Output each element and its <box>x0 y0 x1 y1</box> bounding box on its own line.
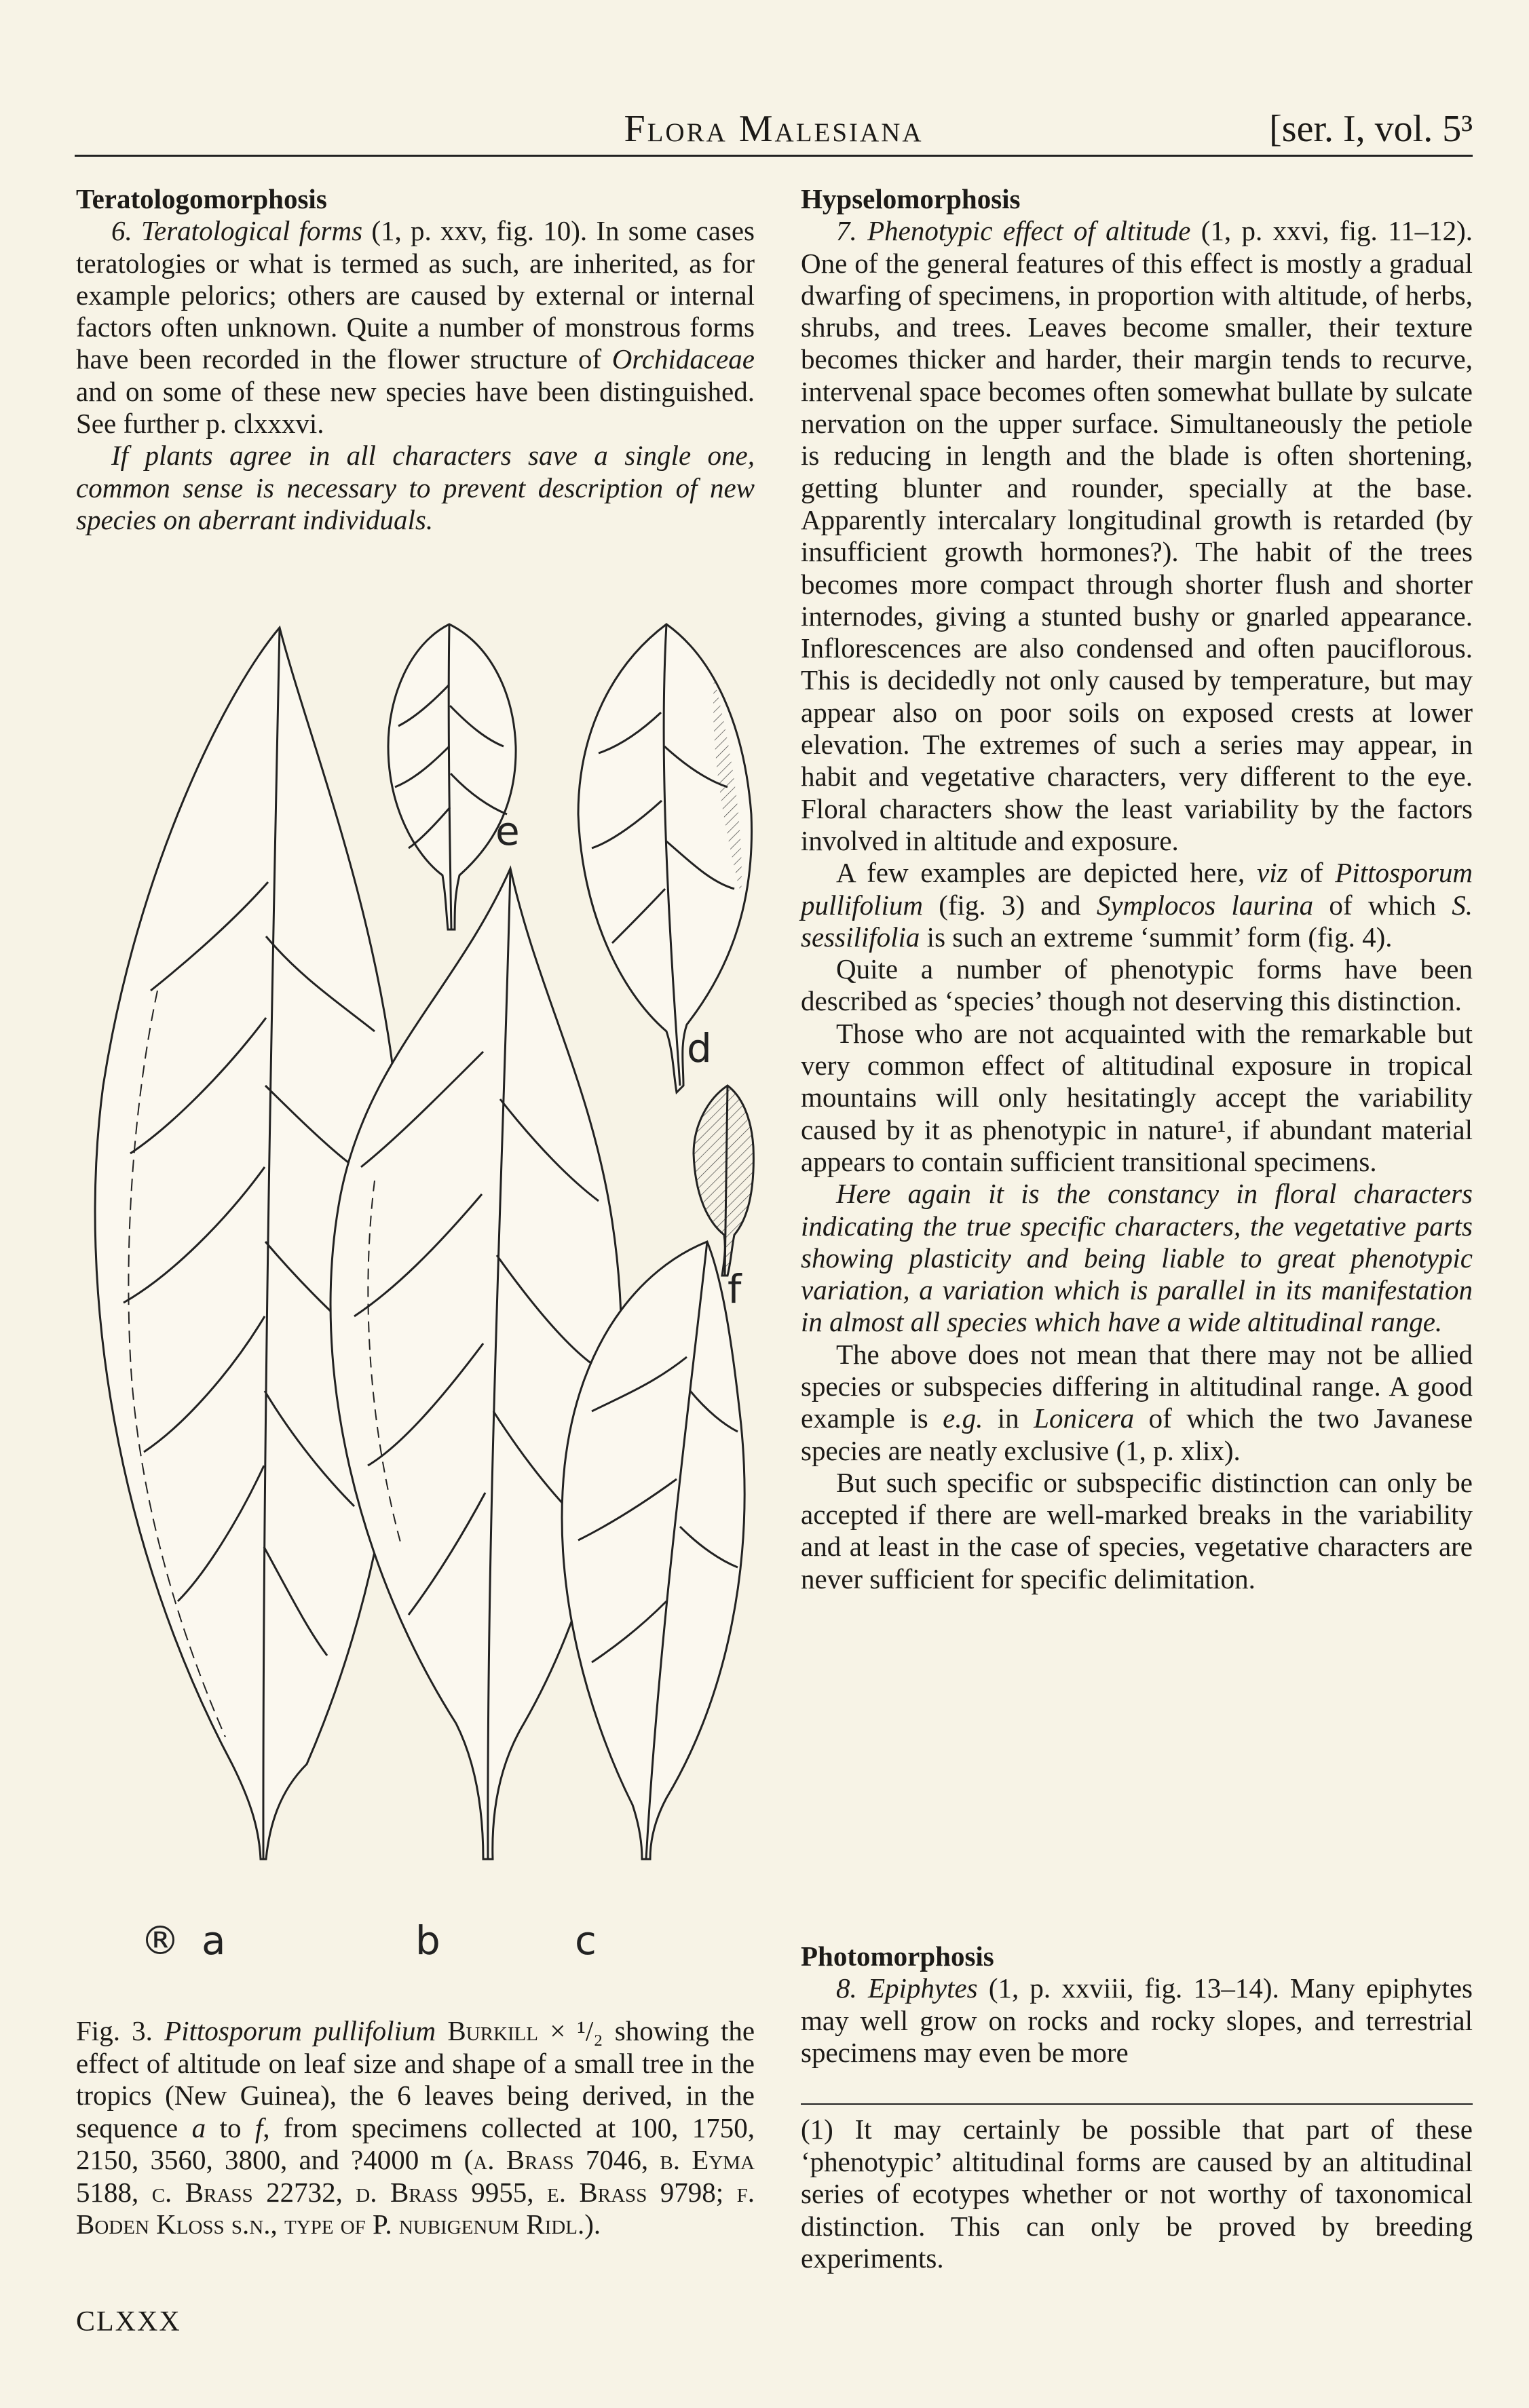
copyright-mark: ® <box>140 1917 180 1964</box>
paragraph-rule-italic: If plants agree in all characters save a single one, common sense is necessary to prevent description of new species on aberrant individuals. <box>76 440 755 535</box>
footnote: (1) It may certainly be possible that part of these ‘phenotypic’ altitudinal forms are caused by an altitudinal series of ecotypes whether or not worthy of taxonomical distinction. This can only be proved by breeding experiments. <box>801 2114 1473 2274</box>
paragraph-delimitation: But such specific or subspecific distinction can only be accepted if there are well-marked breaks in the variability and at least in the case of species, vegetative characters are never sufficient for specific delimitation. <box>801 1466 1473 1594</box>
label-d: d <box>687 1025 712 1071</box>
paragraph-altitudinal-exposure: Those who are not acquainted with the remarkable but very common effect of altitudinal exposure in tropical mountains will only hesitatingly accept the variability caused by it as phenotypic in nature¹, if abundant material appears to contain sufficient transitional specimens. <box>801 1017 1473 1177</box>
leaf-e <box>388 624 516 930</box>
photomorphosis-section <box>801 1941 1473 2069</box>
term-teratological-forms: Teratological forms <box>140 215 363 247</box>
left-column <box>76 183 755 536</box>
page-number: CLXXX <box>76 2306 181 2337</box>
label-e: e <box>495 808 520 854</box>
running-header <box>75 102 1473 156</box>
label-c: c <box>575 1917 597 1964</box>
right-column <box>801 183 1473 1595</box>
leaf-d <box>578 624 752 1092</box>
section-heading-hypselomorphosis: Hypselomorphosis <box>801 183 1021 214</box>
leaf-figure <box>76 611 755 1995</box>
paragraph-teratological-forms: 6. Teratological forms (1, p. xxv, fig. 10). In some cases teratologies or what is termed as such, are inherited, as for example pelorics; others are caused by external or internal factors often unknown. Quite a number of monstrous forms have been recorded in the flower structure of Orchidaceae and on some of these new species have been distinguished. See further p. clxxxvi. <box>76 215 755 440</box>
paragraph-epiphytes: 8. Epiphytes (1, p. xxviii, fig. 13–14). Many epiphytes may well grow on rocks and rocky slopes, and terrestrial specimens may even be more <box>801 1972 1473 2068</box>
section-heading-photomorphosis: Photomorphosis <box>801 1941 994 1972</box>
paragraph-examples: A few examples are depicted here, viz of Pittosporum pullifolium (fig. 3) and Symplocos laurina of which S. sessilifolia is such an extreme ‘summit’ form (fig. 4). <box>801 857 1473 953</box>
label-a: a <box>202 1917 226 1964</box>
label-f: f <box>728 1266 742 1312</box>
paragraph-phenotypic-forms: Quite a number of phenotypic forms have been described as ‘species’ though not deserving this distinction. <box>801 953 1473 1017</box>
section-heading-teratologomorphosis: Teratologomorphosis <box>76 183 327 214</box>
journal-title: Flora Malesiana <box>624 108 924 150</box>
paragraph-phenotypic-effect: 7. Phenotypic effect of altitude (1, p. xxvi, fig. 11–12). One of the general features of this effect is mostly a gradual dwarfing of specimens, in proportion with altitude, of herbs, shrubs, and trees. Leaves become smaller, their texture becomes thicker and harder, their margin tends to recurve, intervenal space becomes often somewhat bullate by sulcate nervation on the upper surface. Simultaneously the petiole is reducing in length and the blade is often shortening, getting blunter and rounder, specially at the base. Apparently intercalary longitudinal growth is retarded (by insufficient growth hormones?). The habit of the trees becomes more compact through shorter flush and shorter internodes, giving a stunted bushy or gnarled appearance. Inflorescences are also condensed and often pauciflorous. This is decidedly not only caused by temperature, but may appear also on poor soils on exposed crests at lower elevation. The extremes of such a series may appear, in habit and vegetative characters, very different to the eye. Floral characters show the least variability by the factors involved in altitude and exposure. <box>801 215 1473 856</box>
paragraph-floral-constancy: Here again it is the constancy in floral characters indicating the true specific characters, the vegetative parts showing plasticity and being liable to great phenotypic variation, a variation which is parallel in its manifestation in almost all species which have a wide altitudinal range. <box>801 1178 1473 1338</box>
volume-label: [ser. I, vol. 5³ <box>1269 108 1473 150</box>
paragraph-allied-species: The above does not mean that there may not be allied species or subspecies differing in altitudinal range. A good example is e.g. in Lonicera of which the two Javanese species are neatly exclusive (1, p. xlix). <box>801 1338 1473 1466</box>
header-rule <box>75 155 1473 157</box>
footnote-rule <box>801 2103 1473 2105</box>
label-b: b <box>415 1917 440 1964</box>
figure-caption: Fig. 3. Pittosporum pullifolium Burkill × ¹/₂ showing the effect of altitude on leaf size and shape of a small tree in the tropics (New Guinea), the 6 leaves being derived, in the sequence a to f, from specimens collected at 100, 1750, 2150, 3560, 3800, and ?4000 m (a. Brass 7046, b. Eyma 5188, c. Brass 22732, d. Brass 9955, e. Brass 9798; f. Boden Kloss s.n., type of P. nubigenum Ridl.). <box>76 2015 755 2240</box>
